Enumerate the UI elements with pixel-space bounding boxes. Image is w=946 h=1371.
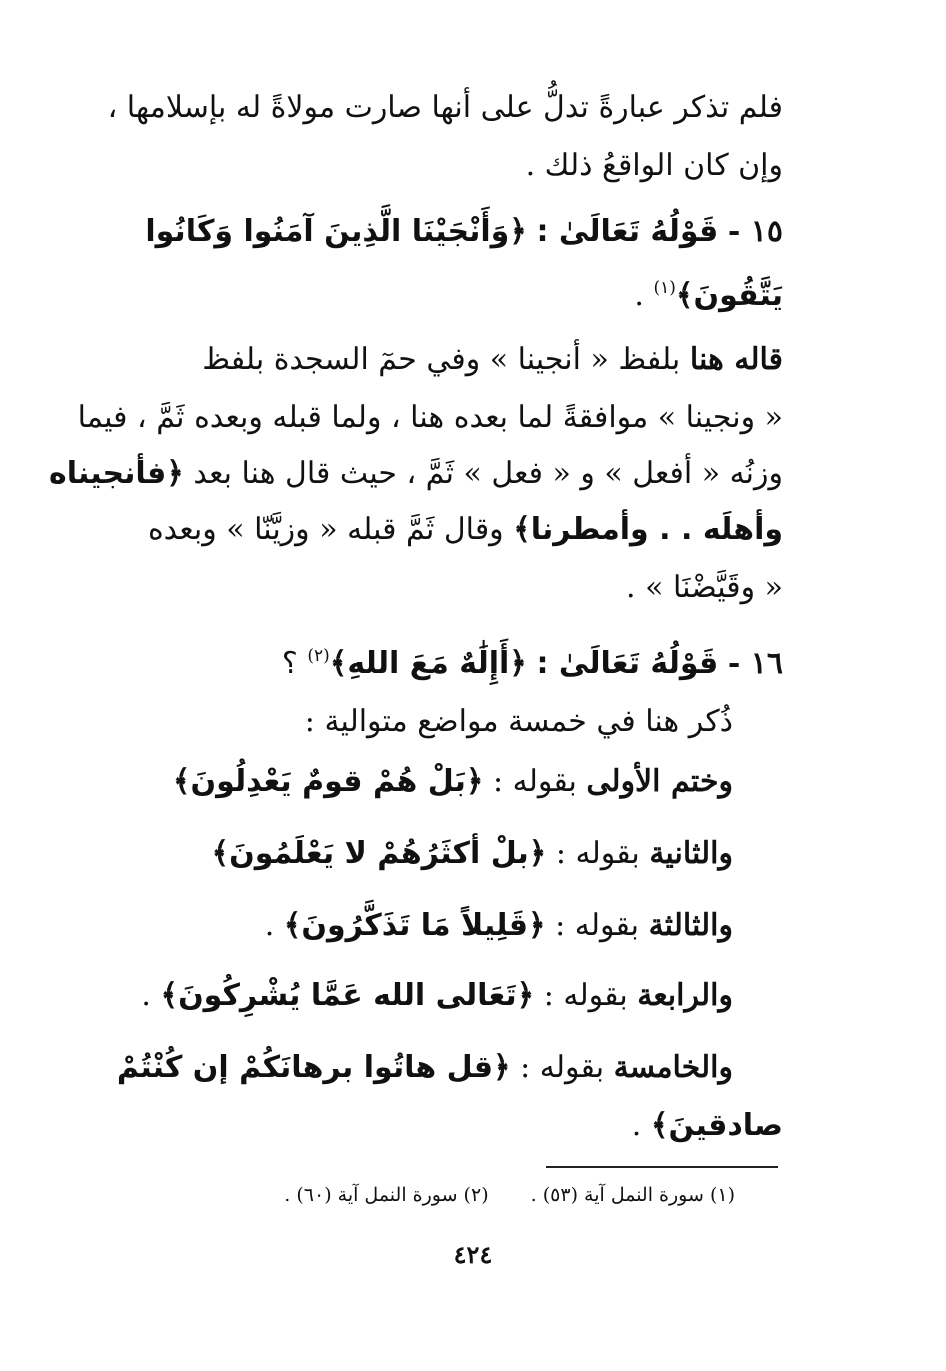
list-item-end: . — [141, 978, 151, 1013]
list-last-line-verse: صادقينَ﴾ — [650, 1108, 783, 1143]
paragraph-15-line-3-text: وزنُه « أفعل » و « فعل » ثَمَّ ، حيث قال هنا بعد — [193, 456, 783, 491]
list-item-label: والثانية — [649, 836, 733, 871]
item-15-verse-part2: يَتَّقُونَ﴾ — [675, 278, 783, 313]
list-item — [116, 1046, 733, 1090]
paragraph-15-line-3 — [49, 452, 783, 496]
item-15-heading-line2 — [143, 266, 783, 318]
list-item-verse: ﴿تَعَالى الله عَمَّا يُشْرِكُونَ﴾ — [160, 978, 535, 1013]
list-item-label: وختم الأولى — [586, 764, 733, 799]
paragraph-15-line-3-verse: ﴿فأنجيناه — [49, 456, 184, 491]
item-15-end: . — [634, 278, 644, 313]
item-15-keyword: قَوْلُهُ تَعَالَىٰ : — [536, 214, 719, 249]
intro-line-2: وإن كان الواقعُ ذلك . — [525, 148, 783, 183]
paragraph-15-line-2: « ونجينا » موافقةً لما بعده هنا ، ولما قبله وبعده ثَمَّ ، فيما — [77, 400, 783, 435]
item-15-verse-part1: ﴿وَأَنْجَيْنَا الَّذِينَ آمَنُوا وَكَانُوا — [145, 214, 527, 249]
list-item-end: . — [264, 908, 275, 943]
list-intro: ذُكر هنا في خمسة مواضع متوالية : — [304, 704, 733, 739]
paragraph-15-line-4-verse: وأهلَه . . وأمطرنا﴾ — [513, 512, 783, 547]
list-item-label-rest: بقوله : — [492, 764, 577, 799]
list-item-label-rest: بقوله : — [555, 908, 640, 943]
footnote-ref-1: (١) — [653, 278, 676, 298]
list-item — [93, 904, 733, 948]
list-item-label-rest: بقوله : — [543, 978, 628, 1013]
list-item-verse: ﴿بَلْ هُمْ قومٌ يَعْدِلُونَ﴾ — [172, 764, 484, 799]
list-item-verse: ﴿بلْ أكثَرُهُمْ لا يَعْلَمُونَ﴾ — [211, 836, 547, 871]
item-15-number: ١٥ - — [727, 214, 783, 249]
footnote-2: (٢) سورة النمل آية (٦٠) . — [284, 1184, 489, 1206]
list-item-label: والثالثة — [648, 908, 733, 943]
item-16-verse: ﴿أَإِلَٰهٌ مَعَ اللهِ﴾ — [329, 646, 527, 681]
paragraph-15-line-1 — [143, 338, 783, 382]
list-last-line-end: . — [631, 1108, 642, 1143]
paragraph-15-line-4-text: وقال ثَمَّ قبله « وزيَّنّا » وبعده — [147, 512, 504, 547]
item-16-heading — [143, 634, 783, 686]
list-last-line — [143, 1104, 783, 1148]
list-item-verse: ﴿قَلِيلاً مَا تَذَكَّرُونَ﴾ — [283, 908, 546, 943]
page-number: ٤٢٤ — [453, 1240, 493, 1269]
list-item-verse: ﴿قل هاتُوا برهانَكُمْ إن كُنْتُمْ — [116, 1050, 511, 1085]
list-item — [93, 760, 733, 804]
list-item-label-rest: بقوله : — [520, 1050, 605, 1085]
list-item-label-rest: بقوله : — [555, 836, 640, 871]
footnote-1: (١) سورة النمل آية (٥٣) . — [530, 1184, 735, 1206]
item-16-keyword: قَوْلُهُ تَعَالَىٰ : — [536, 646, 719, 681]
footnotes — [248, 1184, 735, 1206]
intro-line-1: فلم تذكر عبارةً تدلُّ على أنها صارت مولاةً له بإسلامها ، — [107, 90, 783, 125]
paragraph-15-line-1-text: بلفظ « أنجينا » وفي حمٓ السجدة بلفظ — [202, 342, 681, 377]
item-16-number: ١٦ - — [727, 646, 783, 681]
paragraph-15-lead: قاله هنا — [689, 342, 783, 377]
paragraph-15-line-4 — [143, 508, 783, 552]
list-item-label: والخامسة — [613, 1050, 733, 1085]
list-item — [93, 832, 733, 876]
footnote-divider — [546, 1166, 778, 1168]
footnote-ref-2: (٢) — [307, 646, 330, 666]
list-item-label: والرابعة — [637, 978, 733, 1013]
item-15-heading — [143, 210, 783, 254]
item-16-end: ؟ — [281, 646, 298, 681]
paragraph-15-line-5: « وقَيَّضْنَا » . — [626, 570, 783, 605]
list-item — [93, 974, 733, 1018]
